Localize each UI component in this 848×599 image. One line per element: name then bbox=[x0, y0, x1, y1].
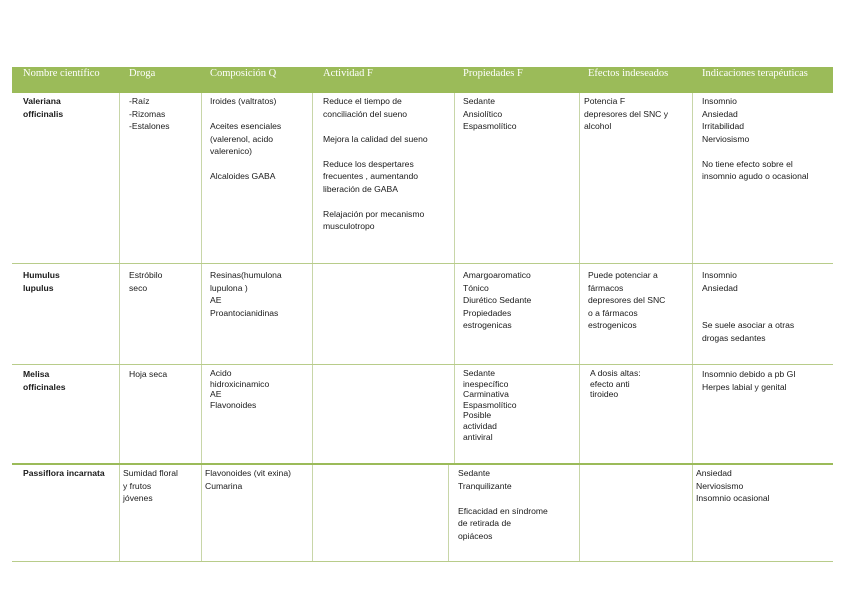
cell-nombre: Humulus lupulus bbox=[23, 270, 60, 293]
header-efectos: Efectos indeseados bbox=[588, 68, 669, 79]
header-propiedades: Propiedades F bbox=[463, 68, 523, 79]
header-nombre: Nombre científico bbox=[23, 68, 100, 79]
cell-droga: Estróbilo seco bbox=[129, 270, 163, 293]
cell-actividad: Reduce el tiempo de conciliación del sueno Mejora la calidad del sueno Reduce los despertares frecuentes , aumentando liberación de GABA Relajación por mecanismo musculotropo bbox=[323, 96, 428, 231]
cell-droga: Sumidad floral y frutos jóvenes bbox=[123, 468, 178, 503]
cell-propiedades: Sedante Ansiolítico Espasmolítico bbox=[463, 96, 517, 131]
cell-droga: Hoja seca bbox=[129, 369, 168, 379]
cell-efectos: Puede potenciar a fármacos depresores del SNC o a fármacos estrogenicos bbox=[588, 270, 666, 330]
header-droga: Droga bbox=[129, 68, 156, 79]
cell-propiedades: Sedante Tranquilizante Eficacidad en síndrome de retirada de opiáceos bbox=[458, 468, 548, 541]
cell-composicion: Flavonoides (vit exina) Cumarina bbox=[205, 468, 291, 491]
header-composicion: Composición Q bbox=[210, 68, 277, 79]
cell-droga: -Raíz -Rizomas -Estalones bbox=[129, 96, 170, 131]
cell-indicaciones: Insomnio Ansiedad Irritabilidad Nerviosismo No tiene efecto sobre el insomnio agudo o ocasional bbox=[702, 96, 809, 181]
cell-nombre: Melisa officinales bbox=[23, 369, 66, 392]
cell-propiedades: Amargoaromatico Tónico Diurético Sedante Propiedades estrogenicas bbox=[463, 270, 532, 330]
cell-efectos: Potencia F depresores del SNC y alcohol bbox=[584, 96, 669, 131]
cell-indicaciones: Insomnio Ansiedad Se suele asociar a otras drogas sedantes bbox=[702, 270, 795, 343]
cell-nombre: Valeriana officinalis bbox=[23, 96, 64, 119]
cell-indicaciones: Ansiedad Nerviosismo Insomnio ocasional bbox=[696, 468, 770, 503]
cell-composicion: Resinas(humulona lupulona ) AE Proantocianidinas bbox=[210, 270, 282, 318]
cell-composicion: Iroides (valtratos) Aceites esenciales (valerenol, acido valerenico) Alcaloides GABA bbox=[210, 96, 282, 181]
header-actividad: Actividad F bbox=[323, 68, 373, 79]
cell-efectos: A dosis altas: efecto anti tiroideo bbox=[590, 368, 641, 400]
header-indicaciones: Indicaciones terapéuticas bbox=[702, 68, 808, 79]
cell-composicion: Acido hidroxicinamico AE Flavonoides bbox=[210, 368, 270, 410]
cell-propiedades: Sedante inespecífico Carminativa Espasmolítico Posible actividad antiviral bbox=[463, 368, 517, 442]
cell-indicaciones: Insomnio debido a pb GI Herpes labial y genital bbox=[702, 369, 796, 392]
cell-nombre: Passiflora incarnata bbox=[23, 468, 105, 478]
table-header bbox=[12, 67, 833, 93]
plant-table bbox=[12, 67, 833, 562]
